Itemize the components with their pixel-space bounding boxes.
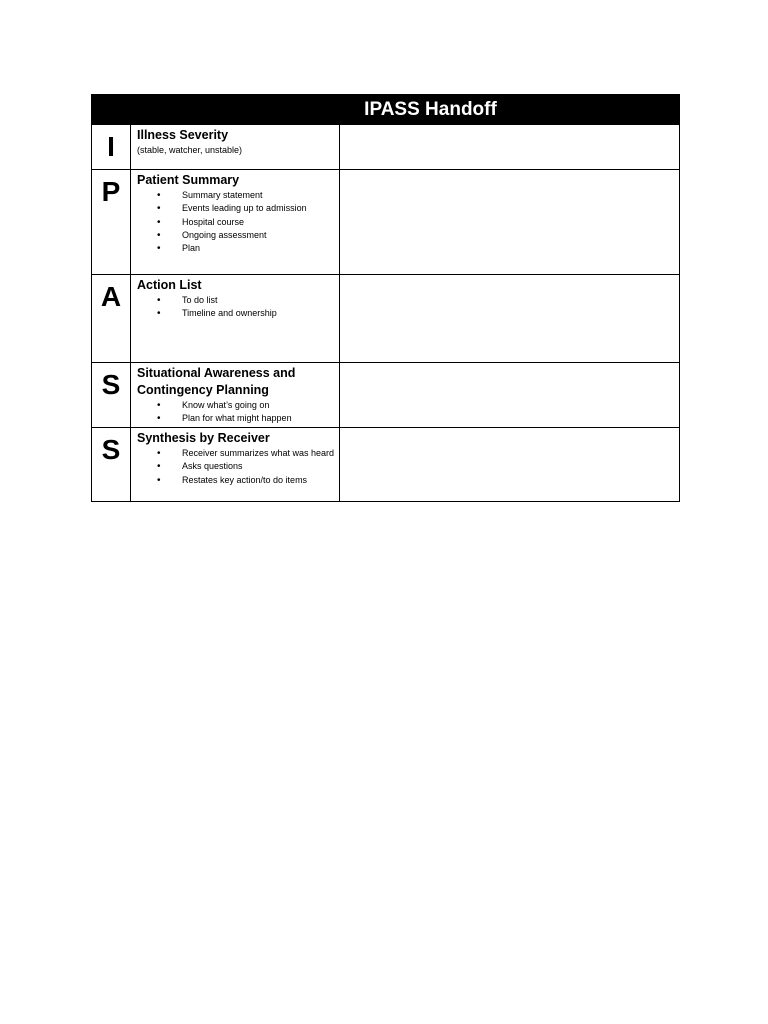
row-subtext: (stable, watcher, unstable)	[137, 145, 243, 155]
list-item: • Asks questions	[157, 460, 339, 473]
bullet-list	[137, 294, 339, 321]
list-item: • Plan	[157, 242, 339, 255]
row-letter: S	[92, 363, 131, 427]
list-item: • Plan for what might happen	[157, 412, 339, 425]
table-row-patient-summary	[92, 169, 679, 274]
row-heading: Situational Awareness and Contingency Planning	[137, 366, 296, 397]
list-item: • Restates key action/to do items	[157, 474, 339, 487]
row-heading: Action List	[137, 278, 202, 292]
table-row-synthesis-by-receiver	[92, 427, 679, 501]
list-item: • Know what’s going on	[157, 399, 339, 412]
row-heading: Patient Summary	[137, 173, 240, 187]
bullet-list	[137, 189, 339, 255]
list-item: • Receiver summarizes what was heard	[157, 447, 339, 460]
list-item: • To do list	[157, 294, 339, 307]
notes-cell[interactable]	[340, 428, 679, 501]
row-letter: A	[92, 275, 131, 362]
notes-cell[interactable]	[340, 363, 679, 427]
row-heading: Synthesis by Receiver	[137, 431, 270, 445]
list-item: • Events leading up to admission	[157, 202, 339, 215]
table-title: IPASS Handoff	[92, 95, 679, 124]
table-row-illness-severity	[92, 124, 679, 169]
row-description	[131, 428, 340, 501]
row-description	[131, 125, 340, 169]
ipass-handoff-table	[91, 94, 680, 502]
notes-cell[interactable]	[340, 170, 679, 274]
notes-cell[interactable]	[340, 125, 679, 169]
row-letter: P	[92, 170, 131, 274]
row-letter: S	[92, 428, 131, 501]
table-row-action-list	[92, 274, 679, 362]
list-item: • Timeline and ownership	[157, 307, 339, 320]
row-letter: I	[92, 125, 131, 169]
row-description	[131, 170, 340, 274]
row-heading: Illness Severity	[137, 128, 229, 142]
row-description	[131, 275, 340, 362]
row-description	[131, 363, 340, 427]
table-row-situational-awareness	[92, 362, 679, 427]
list-item: • Ongoing assessment	[157, 229, 339, 242]
notes-cell[interactable]	[340, 275, 679, 362]
bullet-list	[137, 399, 339, 426]
list-item: • Summary statement	[157, 189, 339, 202]
bullet-list	[137, 447, 339, 487]
list-item: • Hospital course	[157, 216, 339, 229]
